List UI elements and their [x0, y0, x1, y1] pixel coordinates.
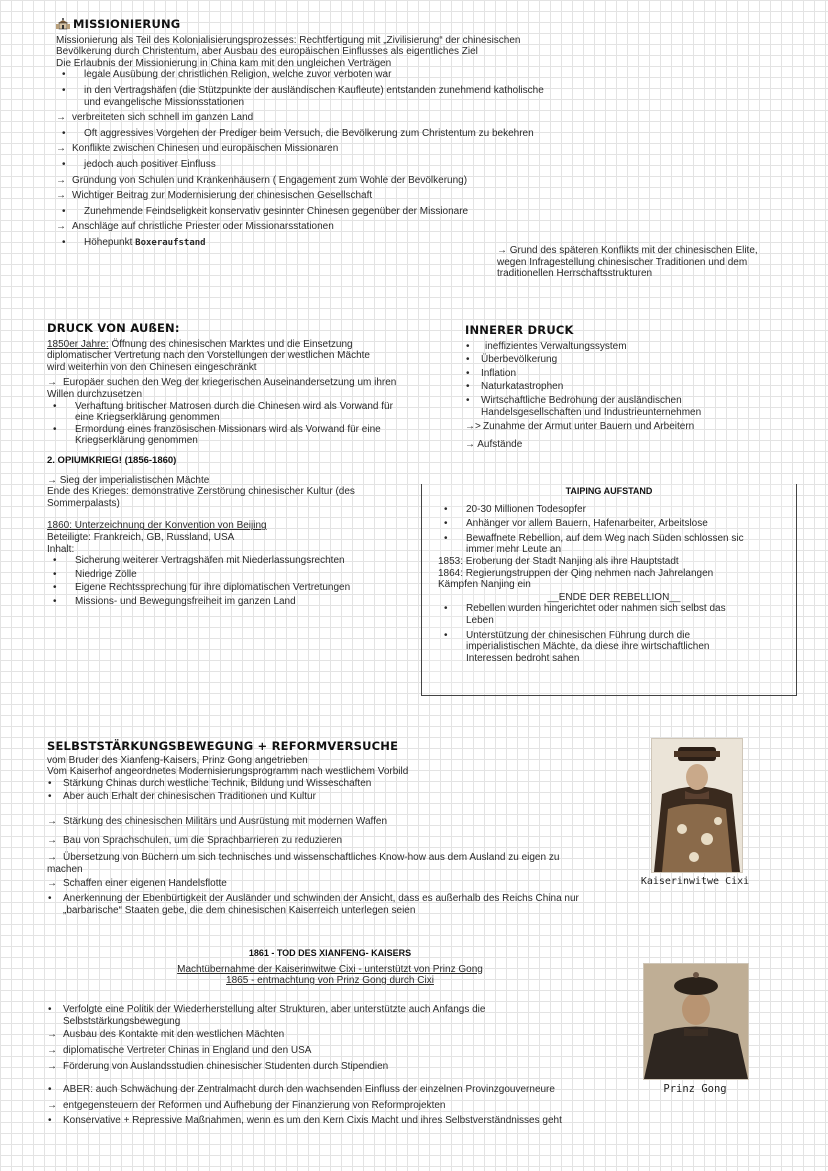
list-item: und evangelische Missionsstationen — [84, 96, 245, 108]
gong-portrait — [643, 963, 749, 1080]
list-item: • Aber auch Erhalt der chinesischen Traditionen und Kultur — [48, 791, 316, 803]
cixi-caption: Kaiserinwitwe Cixi — [640, 876, 750, 887]
text-line: → Sieg der imperialistischen Mächte — [47, 474, 210, 486]
tod-block — [130, 948, 530, 987]
list-item: → diplomatische Vertreter Chinas in England und den USA — [47, 1044, 312, 1056]
side-note-line: → Grund des späteren Konflikts mit der chinesischen Elite, — [497, 245, 758, 256]
list-item: • Inflation — [466, 367, 517, 379]
list-item: Handelsgesellschaften und Industrieunternehmen — [481, 406, 702, 418]
list-item: → verbreiteten sich schnell im ganzen Land — [56, 112, 254, 124]
list-item: → Ausbau des Kontakte mit den westlichen Mächten — [47, 1029, 285, 1041]
list-item: „barbarische“ Staaten gebe, die dem chinesischen Kaiserreich unterlegen seien — [63, 904, 416, 916]
list-item: eine Kriegserklärung genommen — [75, 412, 220, 424]
list-item: → Wichtiger Beitrag zur Modernisierung der chinesischen Gesellschaft — [56, 190, 373, 202]
gong-caption: Prinz Gong — [663, 1083, 727, 1095]
innerer-druck-title: INNERER DRUCK — [465, 323, 574, 337]
list-item: → Konflikte zwischen Chinesen und europäischen Missionaren — [56, 143, 339, 155]
tod-line: Machtübernahme der Kaiserinwitwe Cixi - unterstützt von Prinz Gong — [177, 963, 483, 975]
selbststaerkung-title: SELBSTSTÄRKUNGSBEWEGUNG + REFORMVERSUCHE — [47, 739, 399, 753]
date-label: 1850er Jahre: — [47, 338, 109, 350]
side-note-line: traditionellen Herrschaftsstrukturen — [497, 268, 653, 280]
taiping-box — [421, 484, 797, 696]
church-icon — [56, 18, 70, 33]
list-item: • Stärkung Chinas durch westliche Technik, Bildung und Wisseschaften — [48, 777, 372, 789]
tod-title: 1861 - TOD DES XIANFENG- KAISERS — [248, 948, 412, 958]
list-item: • Naturkatastrophen — [466, 381, 564, 393]
list-item: • Unterstützung der chinesischen Führung durch die — [444, 629, 691, 641]
list-item: • ineffizientes Verwaltungssystem — [466, 340, 627, 352]
missionierung-intro — [56, 35, 796, 70]
side-note-line: wegen Infragestellung chinesischer Traditionen und dem — [497, 256, 748, 268]
missionierung-list — [56, 69, 796, 249]
list-item: • ABER: auch Schwächung der Zentralmacht durch den wachsenden Einfluss der einzelnen Provinzgouverneure — [48, 1083, 555, 1095]
list-item: • Bewaffnete Rebellion, auf dem Weg nach Süden schlossen sic — [444, 532, 744, 544]
tod-line: 1865 - entmachtung von Prinz Gong durch Cixi — [226, 975, 434, 987]
intro-line: Bevölkerung durch Christentum, aber Ausbau des europäischen Einflusses als eigentliches Ziel — [56, 46, 478, 58]
list-item: Interessen bedroht sahen — [466, 652, 580, 664]
text-line: Willen durchzusetzen — [47, 388, 143, 400]
list-item: • Sicherung weiterer Vertragshäfen mit Niederlassungsrechten — [53, 555, 345, 567]
list-item: Leben — [466, 614, 494, 626]
intro-line: Missionierung als Teil des Kolonialisierungsprozesses: Rechtfertigung mit „Zivilisierung“ der chinesischen — [56, 34, 521, 46]
missionierung-section — [56, 18, 796, 250]
druck-intro: 1850er Jahre: Öffnung des chinesischen Marktes und die Einsetzung — [47, 338, 353, 350]
text-line: vom Bruder des Xianfeng-Kaisers, Prinz Gong angetrieben — [47, 754, 308, 766]
list-item: imperialistischen Mächte, da diese ihre wirtschaftlichen — [466, 641, 710, 653]
text-line: Vom Kaiserhof angeordnetes Modernisierungsprogramm nach westlichem Vorbild — [47, 766, 409, 778]
cixi-portrait — [651, 738, 743, 873]
list-item: • Niedrige Zölle — [53, 568, 137, 580]
intro-line: Die Erlaubnis der Missionierung in China kam mit den ungleichen Verträgen — [56, 57, 392, 69]
list-item: → Schaffen einer eigenen Handelsflotte — [47, 878, 227, 890]
text-line: Inhalt: — [47, 543, 75, 555]
druck-aussen-section — [47, 323, 427, 607]
opium-title: 2. OPIUMKRIEG! (1856-1860) — [47, 454, 177, 466]
missionierung-title: MISSIONIERUNG — [73, 17, 181, 31]
list-item: • Missions- und Bewegungsfreiheit im ganzen Land — [53, 595, 296, 607]
list-item: → Übersetzung von Büchern um sich technisches und wissenschaftliches Know-how aus dem Ausland zu eigen zu — [47, 852, 560, 864]
selbststaerkung-section — [47, 741, 627, 916]
text-line: immer mehr Leute an — [466, 544, 562, 556]
aufstaende-line: → Aufstände — [465, 438, 523, 450]
text-line: 1864: Regierungstruppen der Qing nehmen nach Jahrelangen — [438, 567, 714, 579]
list-item: • Ermordung eines französischen Missionars wird als Vorwand für eine — [53, 423, 381, 435]
beijing-title: 1860: Unterzeichnung der Konvention von Beijing — [47, 520, 267, 532]
list-item: → Europäer suchen den Weg der kriegerischen Auseinandersetzung um ihren — [47, 377, 397, 389]
text-line: diplomatischer Vertretung nach den Vorstellungen der westlichen Mächte — [47, 350, 370, 362]
missionierung-side-note — [497, 245, 797, 280]
list-item: • in den Vertragshäfen (die Stützpunkte der ausländischen Kaufleute) entstanden zunehmend katholische — [62, 84, 544, 96]
list-item: • Rebellen wurden hingerichtet oder nahmen sich selbst das — [444, 603, 726, 615]
druck-aussen-title: DRUCK VON AUßEN: — [47, 321, 180, 335]
cixi-politik — [47, 1004, 627, 1127]
text-line: machen — [47, 863, 83, 875]
list-item: → Bau von Sprachschulen, um die Sprachbarrieren zu reduzieren — [47, 834, 343, 846]
list-item: • 20-30 Millionen Todesopfer — [444, 503, 586, 515]
list-item: • legale Ausübung der christlichen Religion, welche zuvor verboten war — [62, 69, 392, 81]
list-item: → Stärkung des chinesischen Militärs und Ausrüstung mit modernen Waffen — [47, 815, 388, 827]
text-line: Beteiligte: Frankreich, GB, Russland, USA — [47, 531, 235, 543]
text-line: Sommerpalasts) — [47, 497, 120, 509]
list-item: → Gründung von Schulen und Krankenhäusern ( Engagement zum Wohle der Bevölkerung) — [56, 174, 468, 186]
text-line: wird weiterhin von den Chinesen eingeschränkt — [47, 361, 257, 373]
ende-der-rebellion: __ENDE DER REBELLION__ — [547, 591, 681, 603]
list-item: • Überbevölkerung — [466, 354, 558, 366]
list-item: • Zunehmende Feindseligkeit konservativ gesinnter Chinesen gegenüber der Missionare — [62, 205, 469, 217]
list-item: • jedoch auch positiver Einfluss — [62, 158, 216, 170]
list-item: • Oft aggressives Vorgehen der Prediger beim Versuch, die Bevölkerung zum Christentum zu bekehren — [62, 127, 534, 139]
list-item: → Anschläge auf christliche Priester oder Missionarsstationen — [56, 221, 334, 233]
list-item: Kriegserklärung genommen — [75, 435, 198, 447]
list-item: →> Zunahme der Armut unter Bauern und Arbeitern — [465, 421, 695, 433]
list-item: • Eigene Rechtssprechung für ihre diplomatischen Vertretungen — [53, 582, 351, 594]
list-item: • Anhänger vor allem Bauern, Hafenarbeiter, Arbeitslose — [444, 518, 708, 530]
boxeraufstand-label: Boxeraufstand — [135, 237, 206, 248]
list-item: • Verfolgte eine Politik der Wiederherstellung alter Strukturen, aber unterstützte auch Anfangs die — [48, 1004, 486, 1015]
innerer-druck-section — [465, 325, 765, 450]
list-item: • Konservative + Repressive Maßnahmen, wenn es um den Kern Cixis Macht und ihres Selbstverständnisses geht — [48, 1115, 562, 1127]
list-item: • Höhepunkt Boxeraufstand — [62, 236, 206, 248]
list-item: → Förderung von Auslandsstudien chinesischer Studenten durch Stipendien — [47, 1061, 389, 1073]
text-line: Ende des Krieges: demonstrative Zerstörung chinesischer Kultur (des — [47, 486, 355, 498]
missionierung-heading — [56, 18, 796, 33]
list-item: • Verhaftung britischer Matrosen durch die Chinesen wird als Vorwand für — [53, 400, 393, 412]
text-line: Kämpfen Nanjing ein — [438, 579, 531, 591]
list-item: • Anerkennung der Ebenbürtigkeit der Ausländer und schwinden der Ansicht, dass es außerhalb des Reichs China nur — [48, 892, 579, 904]
list-item: • Wirtschaftliche Bedrohung der ausländischen — [466, 394, 682, 406]
list-item: → entgegensteuern der Reformen und Aufhebung der Finanzierung von Reformprojekten — [47, 1099, 446, 1111]
text-line: 1853: Eroberung der Stadt Nanjing als ihre Hauptstadt — [438, 555, 679, 567]
taiping-title: TAIPING AUFSTAND — [565, 486, 653, 496]
list-item: Selbststärkungsbewegung — [63, 1015, 181, 1027]
